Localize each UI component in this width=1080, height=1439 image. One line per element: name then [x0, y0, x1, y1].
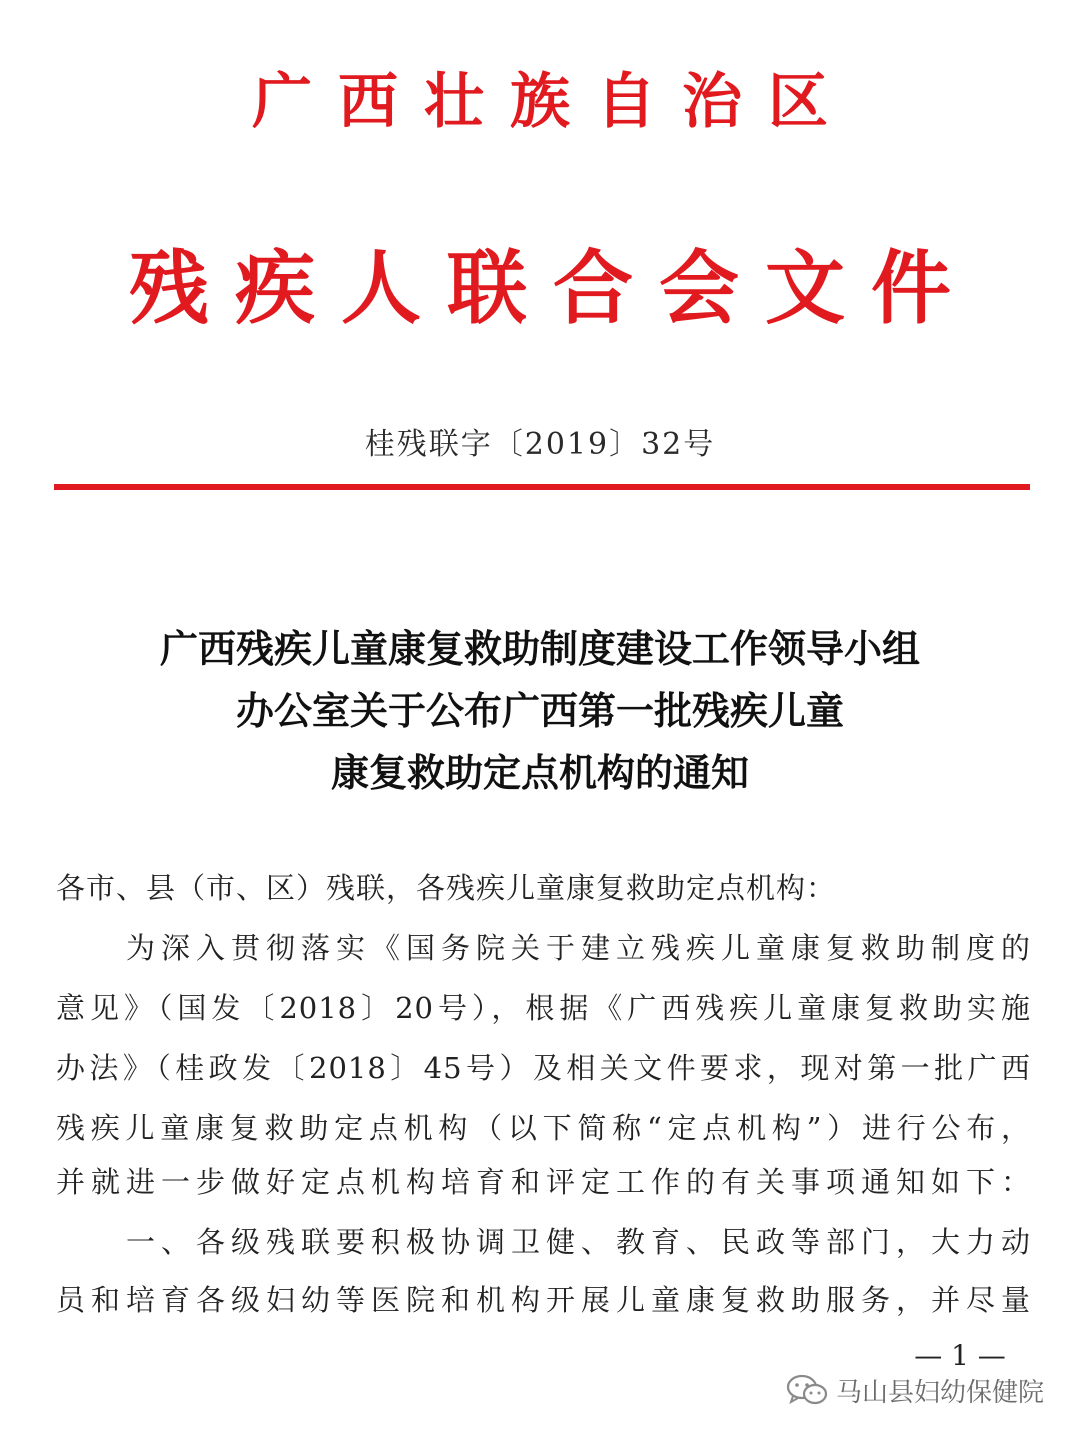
watermark-text: 马山县妇幼保健院	[836, 1377, 1045, 1408]
page-number: — 1 —	[914, 1339, 1006, 1372]
body-text-line: 一、各级残联要积极协调卫健、教育、民政等部门，大力动	[56, 1225, 1031, 1259]
issuer-organization-title: 残疾人联合会文件	[129, 241, 977, 335]
document-number: 桂残联字〔2019〕32号	[364, 427, 716, 462]
red-separator-line	[54, 484, 1030, 490]
body-text-line: 意见》（国发〔2018〕20号），根据《广西残疾儿童康复救助实施	[56, 991, 1031, 1025]
body-text-line: 员和培育各级妇幼等医院和机构开展儿童康复救助服务，并尽量	[56, 1283, 1031, 1317]
body-text-line: 残疾儿童康复救助定点机构（以下简称“定点机构”）进行公布，	[56, 1111, 1031, 1145]
body-text-line: 并就进一步做好定点机构培育和评定工作的有关事项通知如下：	[56, 1165, 1031, 1199]
body-text-line: 办法》（桂政发〔2018〕45号）及相关文件要求，现对第一批广西	[56, 1051, 1031, 1085]
document-title	[40, 618, 1040, 804]
document-title-line: 广西残疾儿童康复救助制度建设工作领导小组	[159, 627, 920, 671]
salutation-line: 各市、县（市、区）残联，各残疾儿童康复救助定点机构：	[56, 871, 837, 905]
issuer-region-title: 广西壮族自治区	[252, 67, 854, 137]
wechat-icon	[786, 1373, 828, 1407]
source-watermark	[786, 1370, 1044, 1410]
document-title-line: 办公室关于公布广西第一批残疾儿童	[235, 689, 844, 733]
document-title-line: 康复救助定点机构的通知	[330, 751, 749, 795]
body-text-line: 为深入贯彻落实《国务院关于建立残疾儿童康复救助制度的	[56, 931, 1031, 965]
